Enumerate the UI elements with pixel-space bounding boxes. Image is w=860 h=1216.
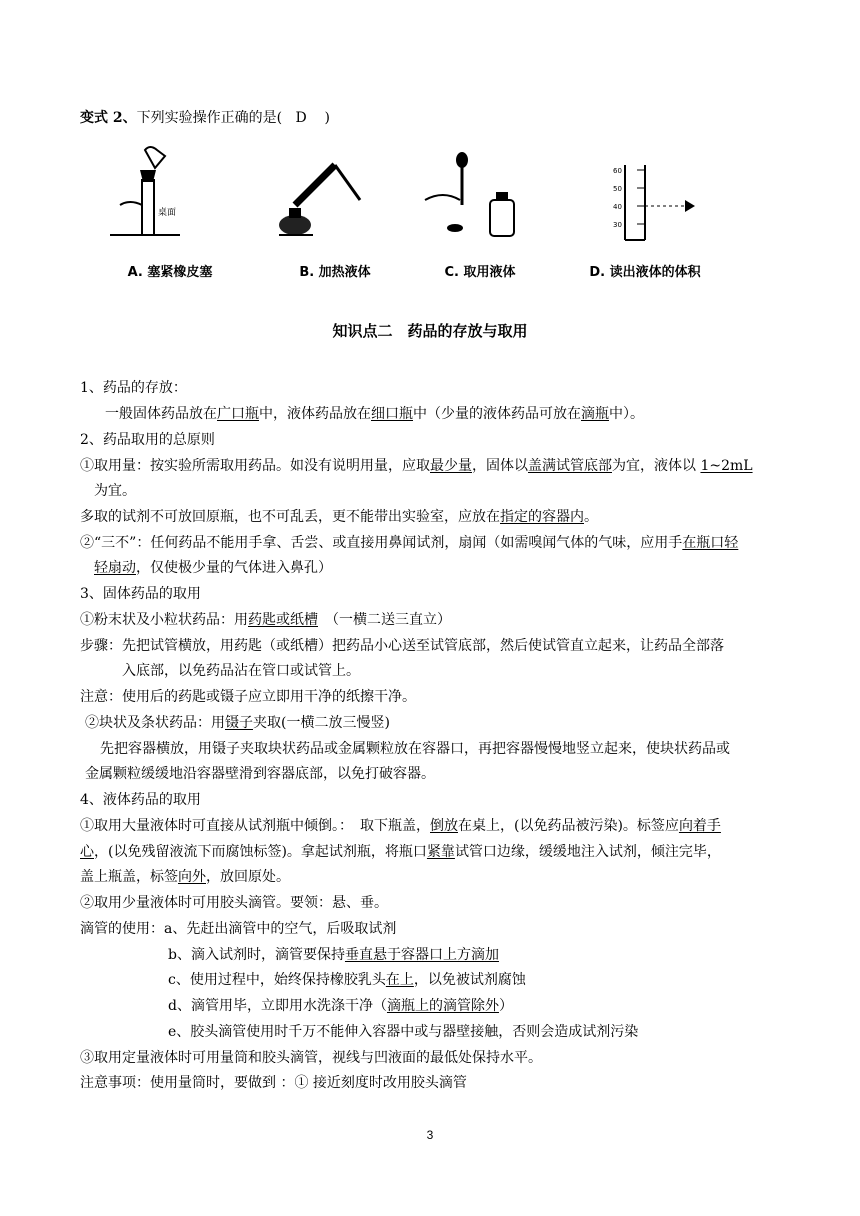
page-number: 3 [426,1128,434,1142]
text-line: 注意事项：使用量筒时，要做到 ：① 接近刻度时改用胶头滴管 [80,1075,467,1091]
text-line: 步骤：先把试管横放，用药匙（或纸槽）把药品小心送至试管底部，然后使试管直立起来，让药品全部落 [80,638,724,654]
question-close: ) [324,110,330,126]
text-line: ②取用少量液体时可用胶头滴管。要领：悬、垂。 [80,895,388,911]
text-line: ①粉末状及小粒状药品：用药匙或纸槽 （一横二送三直立） [80,612,451,628]
answer-text: D [295,110,307,126]
text-line: 入底部，以免药品沾在管口或试管上。 [122,663,360,679]
text-line: d、滴管用毕，立即用水洗涤干净（滴瓶上的滴管除外） [168,998,513,1014]
caption-d: D. 读出液体的体积 [589,265,701,280]
tick-label: 50 [613,185,622,193]
text-line: ②块状及条状药品：用镊子夹取(一横二放三慢竖) [85,715,390,731]
experiment-figures [100,140,740,280]
text-line: 1、药品的存放： [80,380,187,396]
text-line: 2、药品取用的总原则 [80,432,215,448]
caption-b: B. 加热液体 [299,265,371,280]
text-line: 为宜。 [94,483,136,499]
figure-a [100,140,240,280]
text-line: 先把容器横放，用镊子夹取块状药品或金属颗粒放在容器口，再把容器慢慢地竖立起来，使块状药品或 [100,741,730,757]
tick-label: 60 [613,167,622,175]
variant-label: 变式 2、 [80,110,137,126]
text-line: 金属颗粒缓缓地沿容器壁滑到容器底部，以免打破容器。 [85,766,435,782]
text-line: ①取用量：按实验所需取用药品。如没有说明用量，应取最少量，固体以盖满试管底部为宜，液体以 1~2mL [80,458,753,474]
text-line: 多取的试剂不可放回原瓶，也不可乱丢，更不能带出实验室，应放在指定的容器内。 [80,509,598,525]
tube-stopper-illustration [100,140,240,255]
text-line: ②“三不”：任何药品不能用手拿、舌尝、或直接用鼻闻试剂，扇闻（如需嗅闻气体的气味，应用手在瓶口轻 [80,535,739,551]
text-line: 3、固体药品的取用 [80,586,201,602]
text-line: c、使用过程中，始终保持橡胶乳头在上，以免被试剂腐蚀 [168,972,526,988]
tick-label: 30 [613,221,622,229]
heating-liquid-illustration [265,140,405,255]
variant-question [80,108,330,128]
text-line: e、胶头滴管使用时千万不能伸入容器中或与器壁接触，否则会造成试剂污染 [168,1024,639,1040]
figure-b [265,140,405,280]
figure-c [410,140,550,280]
text-line: 注意：使用后的药匙或镊子应立即用干净的纸擦干净。 [80,689,416,705]
text-line: ①取用大量液体时可直接从试剂瓶中倾倒。： 取下瓶盖，倒放在桌上，(以免药品被污染)。标签应向着手 [80,818,721,834]
text-line: b、滴入试剂时，滴管要保持垂直悬于容器口上方滴加 [168,947,499,963]
tick-label: 40 [613,203,622,211]
question-text: 下列实验操作正确的是( [136,110,283,126]
text-line: 心，(以免残留液流下而腐蚀标签)。拿起试剂瓶，将瓶口紧靠试管口边缘，缓缓地注入试剂，倾注完毕， [80,844,721,860]
desk-label: 桌面 [158,208,177,218]
dropper-illustration [410,140,550,255]
section-title: 知识点二 药品的存放与取用 [332,322,528,340]
text-line: 一般固体药品放在广口瓶中，液体药品放在细口瓶中（少量的液体药品可放在滴瓶中）。 [105,406,644,422]
caption-c: C. 取用液体 [444,265,516,280]
graduated-cylinder-illustration [575,140,715,255]
text-line: 轻扇动，仅使极少量的气体进入鼻孔） [94,560,332,576]
figure-d [575,140,715,280]
text-line: 滴管的使用：a、先赶出滴管中的空气，后吸取试剂 [80,921,397,937]
text-line: ③取用定量液体时可用量筒和胶头滴管，视线与凹液面的最低处保持水平。 [80,1050,542,1066]
text-line: 4、液体药品的取用 [80,792,201,808]
text-line: 盖上瓶盖，标签向外，放回原处。 [80,869,290,885]
caption-a: A. 塞紧橡皮塞 [127,265,213,280]
